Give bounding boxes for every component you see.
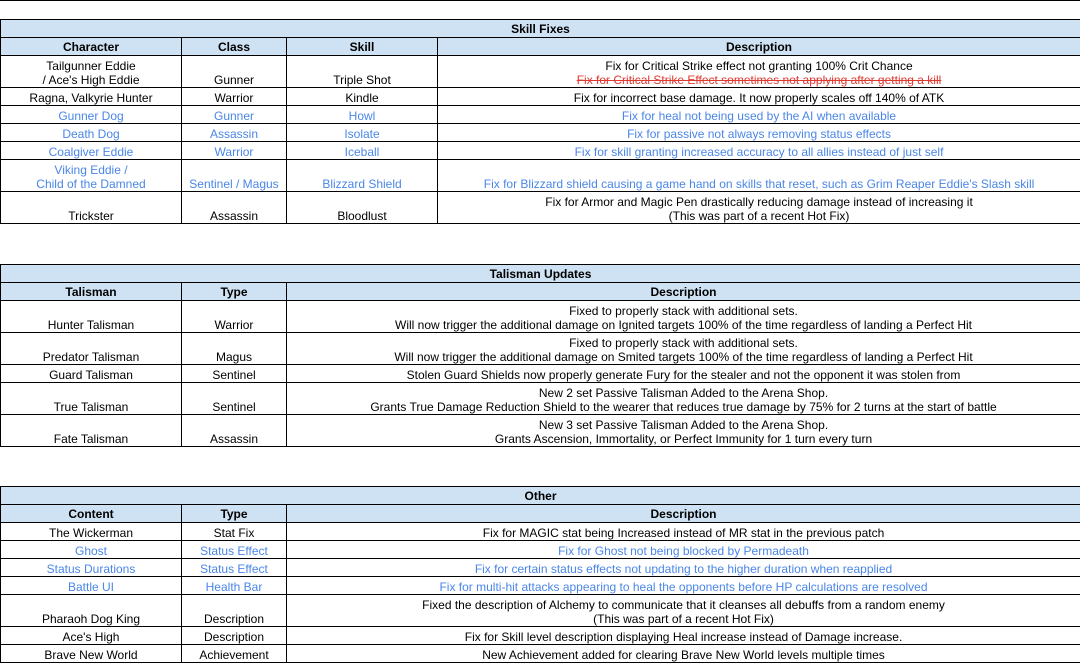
talisman-type-cell-line: Warrior: [214, 318, 254, 332]
content-cell: [1, 595, 182, 627]
table-row: [1, 577, 1080, 595]
type-cell: [182, 559, 287, 577]
character-cell-line: Death Dog: [62, 127, 120, 141]
description-cell-line: (This was part of a recent Hot Fix): [668, 209, 850, 223]
character-cell: [1, 56, 182, 88]
table-row: [1, 383, 1080, 415]
type-cell-line: Achievement: [199, 648, 269, 662]
type-cell: [182, 627, 287, 645]
sheet-top-border: [0, 0, 1080, 1]
description-cell-line: Stolen Guard Shields now properly generate Fury for the stealer and not the opponent it was stolen from: [406, 368, 961, 382]
content-cell-line: Battle UI: [67, 580, 115, 594]
talisman-type-cell: [182, 415, 287, 447]
skill-cell: [287, 56, 438, 88]
talisman-name-cell-line: Hunter Talisman: [47, 318, 135, 332]
table-row: [1, 56, 1080, 88]
description-cell: [287, 333, 1080, 365]
class-cell: [182, 192, 287, 224]
table-row: [1, 160, 1080, 192]
description-cell: [287, 577, 1080, 595]
table-row: [1, 365, 1080, 383]
skill-fixes-title: Skill Fixes: [1, 20, 1080, 38]
content-cell: [1, 559, 182, 577]
table-row: [1, 523, 1080, 541]
description-cell-line: Fix for incorrect base damage. It now properly scales off 140% of ATK: [573, 91, 945, 105]
description-cell-line: Grants True Damage Reduction Shield to the wearer that reduces true damage by 75% for 2 turns at the start of battle: [370, 400, 997, 414]
character-cell-line: Trickster: [68, 209, 114, 223]
talisman-type-cell: [182, 365, 287, 383]
talisman-name-cell: [1, 301, 182, 333]
skill-cell: [287, 124, 438, 142]
description-cell-line: Fix for Ghost not being blocked by Permadeath: [558, 544, 809, 558]
type-cell: [182, 523, 287, 541]
content-cell-line: The Wickerman: [48, 526, 134, 540]
table-row: [1, 106, 1080, 124]
class-cell: [182, 106, 287, 124]
description-cell-line: Fix for multi-hit attacks appearing to heal the opponents before HP calculations are resolved: [439, 580, 928, 594]
header-description: Description: [287, 283, 1080, 301]
class-cell-line: Sentinel / Magus: [189, 177, 279, 191]
description-cell: [287, 365, 1080, 383]
talisman-name-cell: [1, 415, 182, 447]
talisman-name-cell: [1, 383, 182, 415]
content-cell-line: Ghost: [74, 544, 107, 558]
description-cell-line: Fix for Critical Strike effect not granting 100% Crit Chance: [605, 59, 913, 73]
skill-cell-line: Blizzard Shield: [322, 177, 402, 191]
table-row: [1, 627, 1080, 645]
content-cell-line: Brave New World: [44, 648, 138, 662]
description-cell-line: Fix for MAGIC stat being Increased instead of MR stat in the previous patch: [482, 526, 885, 540]
class-cell-line: Gunner: [213, 109, 255, 123]
talisman-type-cell-line: Sentinel: [212, 368, 256, 382]
header-type: Type: [182, 505, 287, 523]
description-cell: [287, 415, 1080, 447]
talisman-name-cell-line: True Talisman: [53, 400, 129, 414]
table-row: [1, 192, 1080, 224]
header-description: Description: [438, 38, 1080, 56]
other-header-row: [1, 505, 1080, 523]
class-cell: [182, 124, 287, 142]
table-row: [1, 333, 1080, 365]
type-cell-line: Status Effect: [200, 544, 268, 558]
skill-cell: [287, 192, 438, 224]
talisman-name-cell-line: Fate Talisman: [53, 432, 129, 446]
table-row: [1, 559, 1080, 577]
character-cell: [1, 192, 182, 224]
description-cell: [438, 160, 1080, 192]
description-cell-line: Fix for passive not always removing status effects: [627, 127, 891, 141]
character-cell-line: / Ace's High Eddie: [42, 73, 140, 87]
skill-cell-line: Isolate: [344, 127, 380, 141]
other-body: [1, 523, 1080, 663]
talisman-name-cell: [1, 333, 182, 365]
class-cell-line: Assassin: [209, 209, 259, 223]
description-cell: [287, 595, 1080, 627]
table-row: [1, 541, 1080, 559]
content-cell-line: Pharaoh Dog King: [41, 612, 141, 626]
table-row: [1, 595, 1080, 627]
description-cell-line: New 3 set Passive Talisman Added to the Arena Shop.: [538, 418, 829, 432]
class-cell: [182, 142, 287, 160]
description-cell-line: Fix for Armor and Magic Pen drastically reducing damage instead of increasing it: [545, 195, 973, 209]
description-cell-line: Will now trigger the additional damage on Ignited targets 100% of the time regardless of landing a Perfect Hit: [395, 318, 972, 332]
description-cell-line: Fixed to properly stack with additional sets.: [569, 304, 798, 318]
description-cell: [438, 106, 1080, 124]
type-cell-line: Health Bar: [205, 580, 263, 594]
talisman-type-cell-line: Sentinel: [212, 400, 256, 414]
class-cell-line: Warrior: [214, 91, 254, 105]
description-cell: [438, 124, 1080, 142]
description-cell: [287, 523, 1080, 541]
description-cell-line: Fix for Skill level description displaying Heal increase instead of Damage increase.: [464, 630, 903, 644]
content-cell: [1, 627, 182, 645]
description-cell-line: Fix for Blizzard shield causing a game hand on skills that reset, such as Grim Reaper Eddie's Slash skill: [483, 177, 1035, 191]
other-table: [0, 486, 1080, 663]
class-cell: [182, 56, 287, 88]
description-cell-line: Fixed the description of Alchemy to communicate that it cleanses all debuffs from a random enemy: [422, 598, 945, 612]
skill-fixes-section: [0, 19, 1080, 224]
character-cell-line: Viking Eddie /: [54, 163, 128, 177]
header-content: Content: [1, 505, 182, 523]
character-cell-line: Tailgunner Eddie: [46, 59, 136, 73]
skill-cell-line: Kindle: [345, 91, 379, 105]
description-cell-line: Fixed to properly stack with additional sets.: [569, 336, 798, 350]
description-cell-line: New 2 set Passive Talisman Added to the Arena Shop.: [538, 386, 829, 400]
table-row: [1, 124, 1080, 142]
header-class: Class: [182, 38, 287, 56]
description-cell-line: Fix for certain status effects not updating to the higher duration when reapplied: [474, 562, 893, 576]
character-cell: [1, 88, 182, 106]
description-cell-line: Grants Ascension, Immortality, or Perfect Immunity for 1 turn every turn: [494, 432, 873, 446]
description-cell-line: Fix for heal not being used by the AI when available: [621, 109, 897, 123]
type-cell: [182, 595, 287, 627]
description-cell: [438, 192, 1080, 224]
skill-cell-line: Howl: [348, 109, 376, 123]
talisman-name-cell: [1, 365, 182, 383]
talisman-updates-body: [1, 301, 1080, 447]
description-cell-line: New Achievement added for clearing Brave New World levels multiple times: [482, 648, 885, 662]
skill-cell-line: Triple Shot: [333, 73, 391, 87]
skill-cell: [287, 106, 438, 124]
description-cell: [287, 627, 1080, 645]
type-cell-line: Description: [203, 630, 265, 644]
skill-fixes-table: [0, 19, 1080, 224]
class-cell-line: Warrior: [214, 145, 254, 159]
talisman-name-cell-line: Predator Talisman: [42, 350, 140, 364]
talisman-updates-table: [0, 264, 1080, 447]
class-cell: [182, 88, 287, 106]
class-cell-line: Gunner: [213, 73, 255, 87]
talisman-name-cell-line: Guard Talisman: [49, 368, 133, 382]
content-cell-line: Status Durations: [46, 562, 136, 576]
description-cell: [438, 56, 1080, 88]
description-cell-line: (This was part of a recent Hot Fix): [593, 612, 774, 626]
other-title: Other: [1, 487, 1080, 505]
type-cell-line: Description: [203, 612, 265, 626]
character-cell-line: Child of the Damned: [36, 177, 146, 191]
content-cell: [1, 645, 182, 663]
description-cell: [287, 645, 1080, 663]
character-cell-line: Coalgiver Eddie: [48, 145, 134, 159]
content-cell: [1, 541, 182, 559]
type-cell-line: Status Effect: [200, 562, 268, 576]
talisman-updates-section: [0, 264, 1080, 447]
description-cell: [287, 541, 1080, 559]
talisman-updates-title: Talisman Updates: [1, 265, 1080, 283]
character-cell: [1, 142, 182, 160]
talisman-header-row: [1, 283, 1080, 301]
class-cell: [182, 160, 287, 192]
content-cell: [1, 577, 182, 595]
table-row: [1, 415, 1080, 447]
header-character: Character: [1, 38, 182, 56]
table-row: [1, 301, 1080, 333]
type-cell: [182, 577, 287, 595]
type-cell: [182, 541, 287, 559]
description-cell-line: Will now trigger the additional damage on Smited targets 100% of the time regardless of landing a Perfect Hit: [394, 350, 973, 364]
character-cell: [1, 106, 182, 124]
header-type: Type: [182, 283, 287, 301]
description-cell: [287, 301, 1080, 333]
header-description: Description: [287, 505, 1080, 523]
talisman-type-cell: [182, 333, 287, 365]
table-row: [1, 88, 1080, 106]
header-talisman: Talisman: [1, 283, 182, 301]
type-cell-line: Stat Fix: [213, 526, 255, 540]
talisman-type-cell: [182, 383, 287, 415]
table-row: [1, 142, 1080, 160]
type-cell: [182, 645, 287, 663]
skill-cell-line: Iceball: [344, 145, 380, 159]
description-cell-line: Fix for Critical Strike Effect sometimes not applying after getting a kill: [576, 73, 942, 87]
skill-fixes-body: [1, 56, 1080, 224]
content-cell: [1, 523, 182, 541]
skill-fixes-header-row: [1, 38, 1080, 56]
other-section: [0, 486, 1080, 663]
character-cell-line: Gunner Dog: [58, 109, 124, 123]
skill-cell-line: Bloodlust: [337, 209, 387, 223]
description-cell: [287, 559, 1080, 577]
description-cell: [438, 88, 1080, 106]
skill-cell: [287, 88, 438, 106]
skill-cell: [287, 160, 438, 192]
talisman-type-cell-line: Assassin: [209, 432, 259, 446]
character-cell-line: Ragna, Valkyrie Hunter: [29, 91, 153, 105]
character-cell: [1, 160, 182, 192]
table-row: [1, 645, 1080, 663]
description-cell: [287, 383, 1080, 415]
talisman-type-cell-line: Magus: [215, 350, 253, 364]
class-cell-line: Assassin: [209, 127, 259, 141]
description-cell: [438, 142, 1080, 160]
header-skill: Skill: [287, 38, 438, 56]
character-cell: [1, 124, 182, 142]
talisman-type-cell: [182, 301, 287, 333]
skill-cell: [287, 142, 438, 160]
description-cell-line: Fix for skill granting increased accuracy to all allies instead of just self: [574, 145, 944, 159]
content-cell-line: Ace's High: [62, 630, 120, 644]
